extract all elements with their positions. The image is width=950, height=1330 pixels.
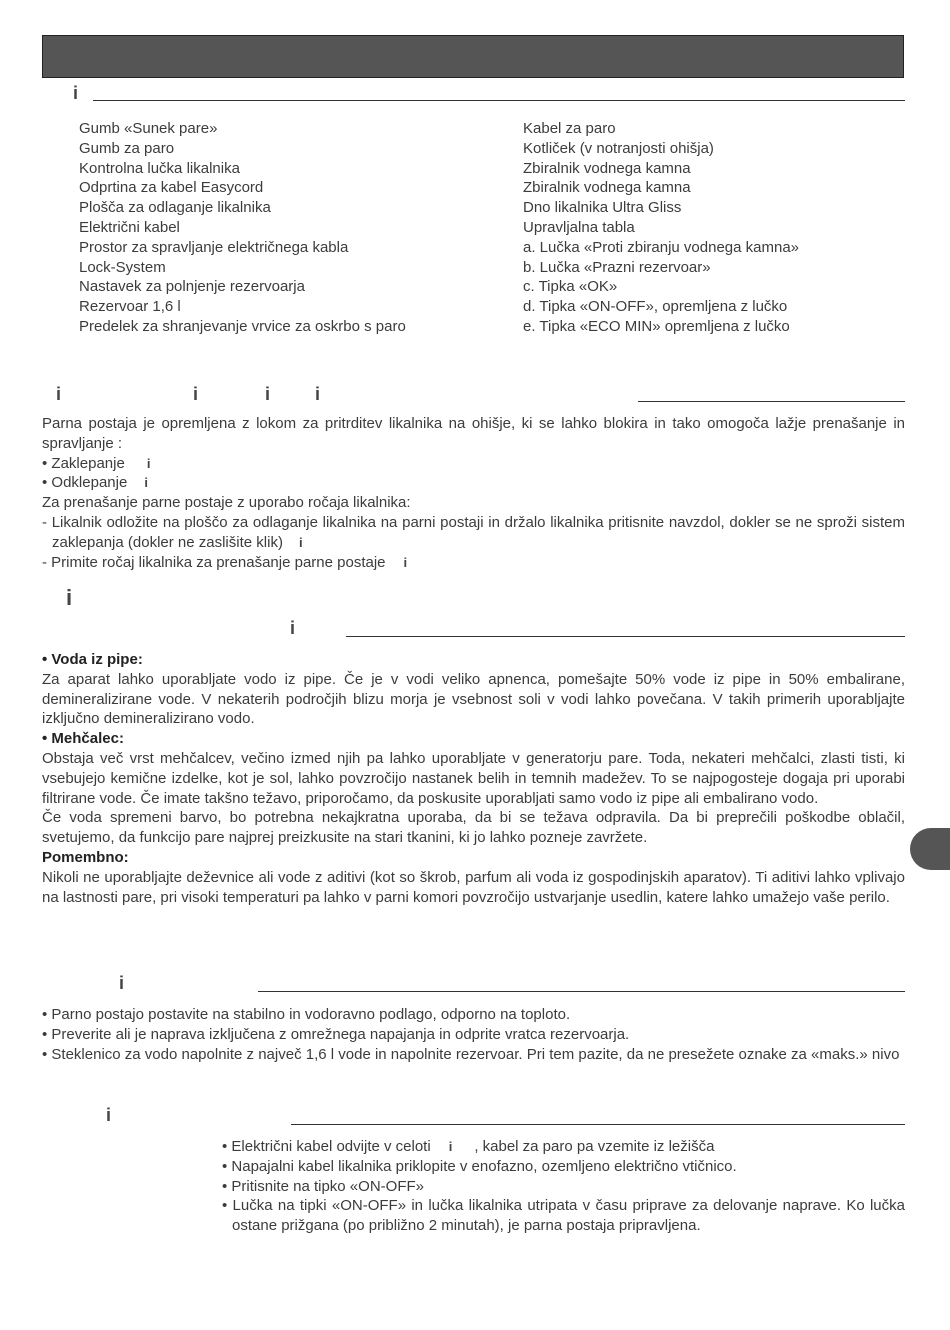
important-title: Pomembno: (42, 848, 129, 866)
water-section-text (42, 650, 905, 907)
section-heading-lock-1: i (56, 384, 62, 404)
list-item: • Parno postajo postavite na stabilno in vodoravno podlago, odporno na toploto. (42, 1006, 571, 1023)
list-item: Odprtina za kabel Easycord (79, 179, 264, 197)
list-item: d. Tipka «ON-OFF», opremljena z lučko (523, 298, 788, 316)
list-item: • Napajalni kabel likalnika priklopite v enofazno, ozemljeno električno vtičnico. (222, 1157, 737, 1175)
figure-ref: i (403, 554, 408, 570)
list-item: e. Tipka «ECO MIN» opremljena z lučko (523, 317, 790, 335)
setup-step-1a: • Električni kabel odvijte v celoti (222, 1138, 431, 1155)
list-item: Predelek za shranjevanje vrvice za oskrbo s paro (79, 317, 406, 335)
softener-title: • Mehčalec: (42, 730, 124, 748)
carry-step-1 (42, 513, 905, 553)
section-heading-lock-3: i (265, 384, 271, 404)
carry-step-1-text: - Likalnik odložite na ploščo za odlaganje likalnika na parni postaji in držalo likalnika pritisnite navzdol, dokler se ne sproži sistem zaklepanja (dokler ne zaslišite klik) (42, 513, 905, 551)
tap-water-title: • Voda iz pipe: (42, 651, 143, 668)
section-rule (93, 100, 905, 101)
unlock-item (42, 473, 905, 493)
carry-step-2 (42, 553, 905, 573)
list-item: Plošča za odlaganje likalnika (79, 199, 271, 217)
list-item: Upravljalna tabla (523, 218, 635, 236)
lock-item-text: • Zaklepanje (42, 454, 125, 472)
setup-step-1b: , kabel za paro pa vzemite iz ležišča (474, 1138, 715, 1155)
header-bar (42, 35, 904, 78)
lock-intro: Parna postaja je opremljena z lokom za pritrditev likalnika na ohišje, ki se lahko blokira in tako omogoča lažje prenašanje in spravljanje : (42, 415, 905, 452)
lock-section-text (42, 414, 905, 572)
setup-steps (222, 1137, 905, 1236)
fill-steps (42, 1005, 905, 1064)
list-item: a. Lučka «Proti zbiranju vodnega kamna» (523, 238, 800, 256)
tap-water-text: Za aparat lahko uporabljate vodo iz pipe. Če je v vodi veliko apnenca, pomešajte 50% vode iz pipe in 50% embalirane, demineralizirane vode. V nekaterih področjih blizu morja je vsebnost soli v vodi lahko povečana. V takih primerih uporabljajte izključno demineralizirano vodo. (42, 670, 905, 728)
figure-ref: i (144, 475, 148, 491)
important-text: Nikoli ne uporabljajte deževnice ali vode z aditivi (kot so škrob, parfum ali voda iz gospodinjskih aparatov). Ti aditivi lahko vplivajo na lastnosti pare, pri visoki temperaturi pa lahko v parni komori povzročijo ustvarjanje usedlin, katere lahko umažejo vaše perilo. (42, 868, 905, 906)
carry-intro: Za prenašanje parne postaje z uporabo ročaja likalnika: (42, 494, 411, 512)
figure-ref: i (448, 1139, 453, 1154)
section-rule (258, 991, 905, 992)
softener-text: Obstaja več vrst mehčalcev, večino izmed njih pa lahko uporabljate v generatorju pare. Toda, nekateri mehčalci, zlasti tisti, ki vsebujejo kemične izdelke, kot je sol, lahko povzročijo nastanek belih in temnih madežev. To se najpogosteje dogaja pri uporabi filtrirane vode. Če imate takšno težavo, priporočamo, da poskusite uporabljati samo vodo iz pipe ali embalirano vodo. (42, 749, 905, 807)
section-heading-parts: i (73, 83, 79, 103)
list-item: Kabel za paro (523, 120, 616, 137)
list-item: Kotliček (v notranjosti ohišja) (523, 139, 714, 157)
list-item: Kontrolna lučka likalnika (79, 159, 240, 177)
list-item: • Preverite ali je naprava izključena z omrežnega napajanja in odprite vratca rezervoarja. (42, 1025, 630, 1043)
list-item: Zbiralnik vodnega kamna (523, 179, 691, 197)
section-rule (291, 1124, 905, 1125)
section-rule (638, 401, 905, 402)
list-item (222, 1137, 905, 1157)
list-item: Zbiralnik vodnega kamna (523, 159, 691, 177)
list-item: • Lučka na tipki «ON-OFF» in lučka likalnika utripata v času priprave za delovanje naprave. Ko lučka ostane prižgana (po približno 2 minutah), je parna postaja pripravljena. (222, 1197, 905, 1235)
list-item: Rezervoar 1,6 l (79, 298, 181, 316)
section-heading-preparation: i (66, 585, 73, 610)
section-heading-fill: i (119, 973, 125, 993)
section-heading-lock-4: i (315, 384, 321, 404)
list-item: Lock-System (79, 258, 166, 276)
unlock-item-text: • Odklepanje (42, 474, 128, 492)
figure-ref: i (146, 455, 151, 471)
list-item: Nastavek za polnjenje rezervoarja (79, 278, 305, 296)
color-change-text: Če voda spremeni barvo, bo potrebna nekajkratna uporaba, da bi se težava odpravila. Da bi preprečili poškodbe oblačil, svetujemo, da funkcijo pare najprej preizkusite na stari tkanini, ki jo lahko pozneje zavržete. (42, 809, 905, 847)
parts-list-right (523, 119, 799, 337)
list-item: Prostor za spravljanje električnega kabla (79, 238, 349, 256)
list-item: Gumb za paro (79, 139, 175, 157)
section-heading-water: i (290, 618, 296, 638)
lock-item (42, 454, 905, 474)
list-item: • Pritisnite na tipko «ON-OFF» (222, 1177, 424, 1195)
parts-list-left (79, 119, 406, 337)
list-item: Električni kabel (79, 218, 180, 236)
figure-ref: i (298, 534, 303, 550)
list-item: Dno likalnika Ultra Gliss (523, 199, 682, 217)
carry-step-2-text: - Primite ročaj likalnika za prenašanje parne postaje (42, 553, 386, 571)
section-heading-lock-2: i (193, 384, 199, 404)
list-item: Gumb «Sunek pare» (79, 120, 218, 137)
list-item: • Steklenico za vodo napolnite z največ 1,6 l vode in napolnite rezervoar. Pri tem pazite, da ne presežete oznake za «maks.» nivo (42, 1045, 900, 1063)
section-heading-setup: i (106, 1105, 112, 1125)
list-item: c. Tipka «OK» (523, 278, 618, 296)
side-tab (910, 828, 950, 870)
section-rule (346, 636, 905, 637)
list-item: b. Lučka «Prazni rezervoar» (523, 258, 711, 276)
